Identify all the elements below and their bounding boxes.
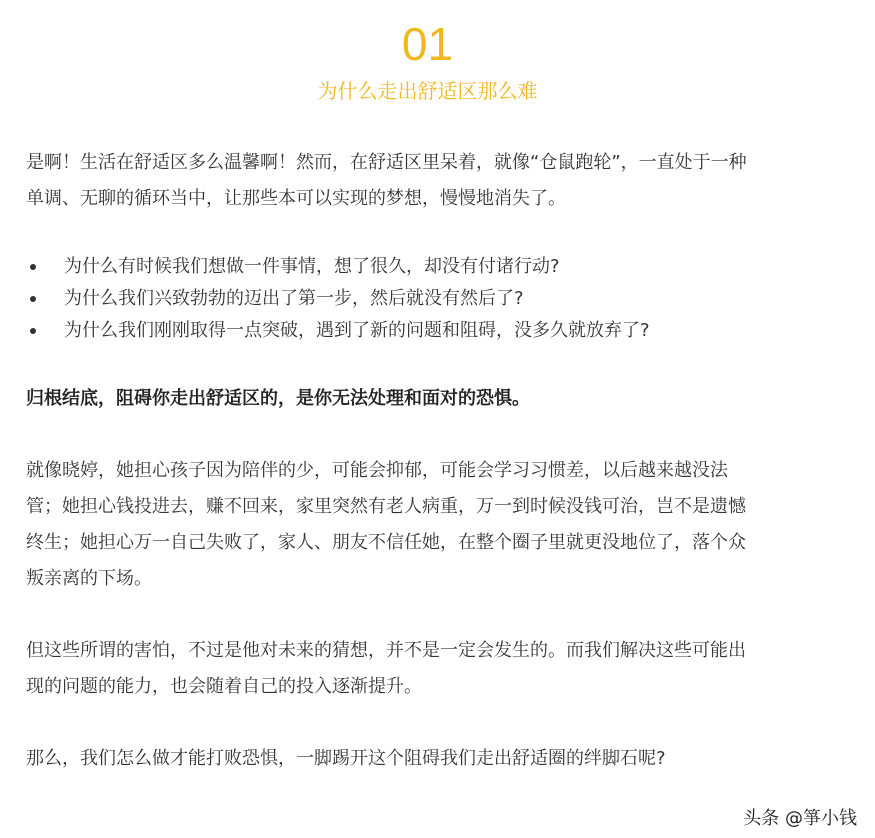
watermark: 头条 @箏小钱 bbox=[743, 808, 857, 829]
list-item bbox=[26, 251, 836, 283]
bullet-icon bbox=[30, 328, 36, 334]
paragraph-3-line-1: 就像晓婷，她担心孩子因为陪伴的少，可能会抑郁，可能会学习习惯差，以后越来越没法 bbox=[26, 460, 728, 481]
paragraph-3-line-3: 终生；她担心万一自己失败了，家人、朋友不信任她，在整个圈子里就更没地位了，落个众 bbox=[26, 532, 746, 553]
paragraph-1-line-1: 是啊！生活在舒适区多么温馨啊！然而，在舒适区里呆着，就像“仓鼠跑轮”，一直处于一种 bbox=[26, 152, 747, 173]
paragraph-1-line-2: 单调、无聊的循环当中，让那些本可以实现的梦想，慢慢地消失了。 bbox=[26, 188, 566, 209]
paragraph-3-line-4: 叛亲离的下场。 bbox=[26, 568, 152, 589]
paragraph-5-line-1: 那么，我们怎么做才能打败恐惧，一脚踢开这个阻碍我们走出舒适圈的绊脚石呢? bbox=[26, 748, 666, 769]
list-item-text: 为什么我们刚刚取得一点突破，遇到了新的问题和阻碍，没多久就放弃了? bbox=[64, 320, 650, 341]
article-body bbox=[26, 145, 836, 777]
paragraph-4-line-2: 现的问题的能力，也会随着自己的投入逐渐提升。 bbox=[26, 676, 422, 697]
question-list bbox=[26, 251, 836, 347]
bold-statement: 归根结底，阻碍你走出舒适区的，是你无法处理和面对的恐惧。 bbox=[26, 388, 530, 409]
paragraph-3-line-2: 管；她担心钱投进去，赚不回来，家里突然有老人病重，万一到时候没钱可治，岂不是遗憾 bbox=[26, 496, 746, 517]
list-item bbox=[26, 315, 836, 347]
section-number: 01 bbox=[401, 18, 454, 70]
paragraph-4-line-1: 但这些所谓的害怕，不过是他对未来的猜想，并不是一定会发生的。而我们解决这些可能出 bbox=[26, 640, 746, 661]
bullet-icon bbox=[30, 296, 36, 302]
section-title: 为什么走出舒适区那么难 bbox=[317, 79, 538, 103]
bullet-icon bbox=[30, 264, 36, 270]
list-item-text: 为什么有时候我们想做一件事情，想了很久，却没有付诸行动? bbox=[64, 256, 560, 277]
list-item bbox=[26, 283, 836, 315]
list-item-text: 为什么我们兴致勃勃的迈出了第一步，然后就没有然后了? bbox=[64, 288, 524, 309]
